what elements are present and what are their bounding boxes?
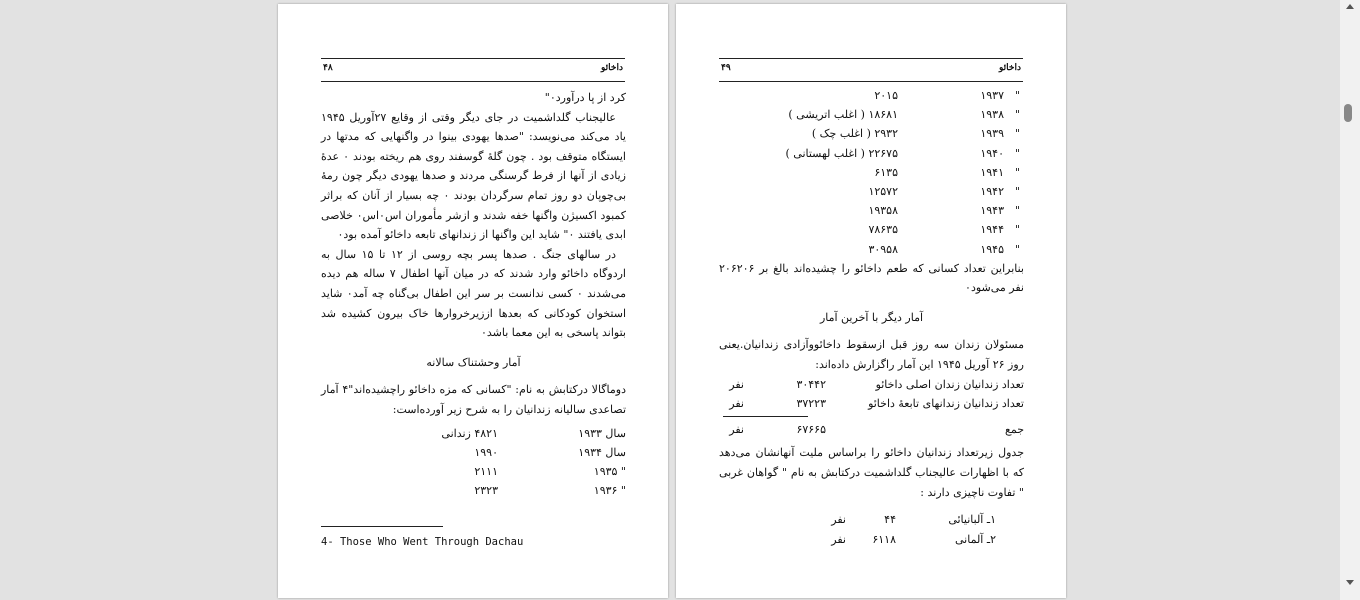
count-cell: ۴۸۲۱ زندانی [441, 426, 498, 440]
table-row [719, 220, 1024, 239]
table-row [719, 105, 1024, 124]
year-cell: سال ۱۹۳۴ [578, 445, 626, 459]
page-48 [278, 4, 668, 598]
document-viewer[interactable] [3, 0, 1340, 598]
summary-paragraph: بنابراین تعداد کسانی که طعم داخائو را چشیده‌اند بالغ بر ۲۰۶۲۰۶ نفر می‌شود۰ [719, 261, 1024, 295]
count-cell: ۷۸۶۳۵ [868, 223, 898, 237]
year-cell: ۱۹۳۹ [980, 127, 1004, 141]
ditto-mark: " [1014, 146, 1020, 160]
paragraph: در سالهای جنگ . صدها پسر بچه روسی از ۱۲ تا ۱۵ سال به اردوگاه داخائو وارد شدند که در میان آنها اطفال ۷ ساله هم دیده می‌شدند ۰ کسی ندانست بر سر این اطفال بی‌گناه چه آمد۰ شاید استخوان کودکانی که بعدها اززیرخروارها خاک بیرون کشیده شد بتواند پاسخی به این معما باشد۰ [321, 247, 626, 340]
total-row [719, 420, 1024, 440]
section-intro: دوماگالا درکتابش به نام: "کسانی که مزه داخائو راچشیده‌اند"۴ آمار تصاعدی سالیانه زندانیان را به شرح زیر آورده‌است: [321, 383, 626, 416]
footnote-divider [321, 526, 443, 527]
year-cell: ۱۹۳۷ [980, 89, 1004, 102]
page-body [321, 88, 626, 498]
stat-unit: نفر [729, 377, 744, 391]
count-cell: ۱۸۶۸۱ ( اغلب اتریشی ) [788, 108, 898, 122]
section-intro: مسئولان زندان سه روز قبل ازسقوط داخائووآزادی زندانیان.یعنی روز ۲۶ آوریل ۱۹۴۵ این آمار راگزارش داده‌اند: [719, 338, 1024, 372]
total-label: جمع [1004, 422, 1024, 436]
vertical-scrollbar[interactable] [1340, 0, 1360, 600]
nationality-unit: نفر [831, 532, 846, 546]
year-cell: " ۱۹۳۶ [593, 483, 626, 497]
ditto-mark: " [1014, 165, 1020, 179]
paragraph: عالیجناب گلداشمیت در جای دیگر وقتی از وقایع ۲۷آوریل ۱۹۴۵ یاد می‌کند می‌نویسد: "صدها یهودی بینوا در واگنهایی که مدتها در ایستگاه متوقف بود . چون گلهٔ گوسفند روی هم ریخته بودند ۰ عدهٔ زیادی از آنها از فرط گرسنگی مردند و صدها یهودی دیگر چون رمهٔ بی‌چوپان دو روز تمام سرگردان بودند ۰ چه بسیار از آنان که براثر کمبود اکسیژن واگنها خفه شدند و ازشر مأموران اس۰اس۰ خلاصی ابدی یافتند ۰" شاید این واگنها از زندانهای تابعه داخائو آمده بود۰ [321, 110, 626, 242]
stat-row [719, 394, 1024, 414]
table-row [719, 86, 1024, 105]
year-cell: ۱۹۴۴ [980, 223, 1004, 237]
page-header [719, 58, 1023, 82]
stat-label: تعداد زندانیان زندان اصلی داخائو [875, 377, 1024, 391]
paragraph: کرد از پا درآورد۰" [544, 91, 626, 104]
scroll-down-arrow-icon[interactable] [1346, 580, 1354, 585]
scrollbar-thumb[interactable] [1344, 104, 1352, 122]
page-number: ۴۸ [323, 63, 333, 73]
table-row [719, 124, 1024, 143]
total-unit: نفر [729, 422, 744, 436]
table-row [321, 443, 626, 462]
count-cell: ۱۹۹۰ [474, 445, 498, 459]
page-body [719, 86, 1024, 549]
table-row [321, 481, 626, 500]
stat-row [719, 375, 1024, 395]
ditto-mark: " [1014, 204, 1020, 218]
ditto-mark: " [1014, 223, 1020, 237]
stat-value: ۳۷۲۲۳ [796, 397, 826, 411]
year-cell: ۱۹۳۸ [980, 108, 1004, 122]
stat-value: ۳۰۴۴۲ [796, 377, 826, 391]
ditto-mark: " [1014, 184, 1020, 198]
stat-label: تعداد زندانیان زندانهای تابعهٔ داخائو [868, 397, 1024, 411]
count-cell: ۲۰۱۵ [874, 89, 898, 102]
page-header [321, 58, 625, 82]
count-cell: ۲۱۱۱ [474, 464, 498, 478]
table-row [719, 240, 1024, 259]
ditto-mark: " [1014, 108, 1020, 122]
count-cell: ۲۲۶۷۵ ( اغلب لهستانی ) [785, 146, 898, 160]
nationality-row [719, 530, 1024, 550]
count-cell: ۱۲۵۷۲ [868, 184, 898, 198]
year-cell: ۱۹۴۳ [980, 204, 1004, 218]
count-cell: ۱۹۳۵۸ [868, 204, 898, 218]
yearly-prisoner-table [321, 420, 626, 498]
year-cell: " ۱۹۳۵ [593, 464, 626, 478]
nationality-value: ۶۱۱۸ [872, 532, 896, 546]
nationality-unit: نفر [831, 513, 846, 527]
table-row [719, 201, 1024, 220]
scroll-up-arrow-icon[interactable] [1346, 4, 1354, 9]
table-row [719, 163, 1024, 182]
count-cell: ۶۱۳۵ [874, 165, 898, 179]
year-cell: سال ۱۹۳۳ [578, 426, 626, 440]
page-49 [676, 4, 1066, 598]
footnote: 4- Those Who Went Through Dachau [321, 536, 524, 548]
ditto-mark: " [1014, 127, 1020, 141]
running-title: داخائو [601, 63, 623, 73]
table-row [321, 462, 626, 481]
count-cell: ۲۳۲۳ [474, 483, 498, 497]
section-title: آمار دیگر با آخرین آمار [819, 310, 924, 324]
count-cell: ۳۰۹۵۸ [868, 242, 898, 256]
nationality-row [719, 510, 1024, 530]
year-cell: ۱۹۴۵ [980, 242, 1004, 256]
running-title: داخائو [999, 63, 1021, 73]
total-value: ۶۷۶۶۵ [796, 422, 826, 436]
stat-unit: نفر [729, 397, 744, 411]
section-title: آمار وحشتناک سالانه [426, 355, 521, 369]
page-number: ۴۹ [721, 63, 731, 73]
ditto-mark: " [1014, 89, 1020, 102]
year-cell: ۱۹۴۲ [980, 184, 1004, 198]
nationality-intro: جدول زیرتعداد زندانیان داخائو را براساس ملیت آنها‌نشان می‌دهد که با اظهارات عالیجناب گلداشمیت درکتابش به نام " گواهان غربی " تفاوت ناچیزی دارند : [719, 446, 1024, 499]
table-row [719, 144, 1024, 163]
year-cell: ۱۹۴۰ [980, 146, 1004, 160]
table-row [321, 424, 626, 443]
nationality-label: ۱ـ آلبانیائی [948, 513, 996, 527]
nationality-value: ۴۴ [884, 513, 896, 527]
ditto-mark: " [1014, 242, 1020, 256]
year-cell: ۱۹۴۱ [980, 165, 1004, 179]
table-row [719, 182, 1024, 201]
nationality-label: ۲ـ آلمانی [955, 532, 996, 546]
count-cell: ۲۹۳۲ ( اغلب چک ) [811, 127, 898, 141]
